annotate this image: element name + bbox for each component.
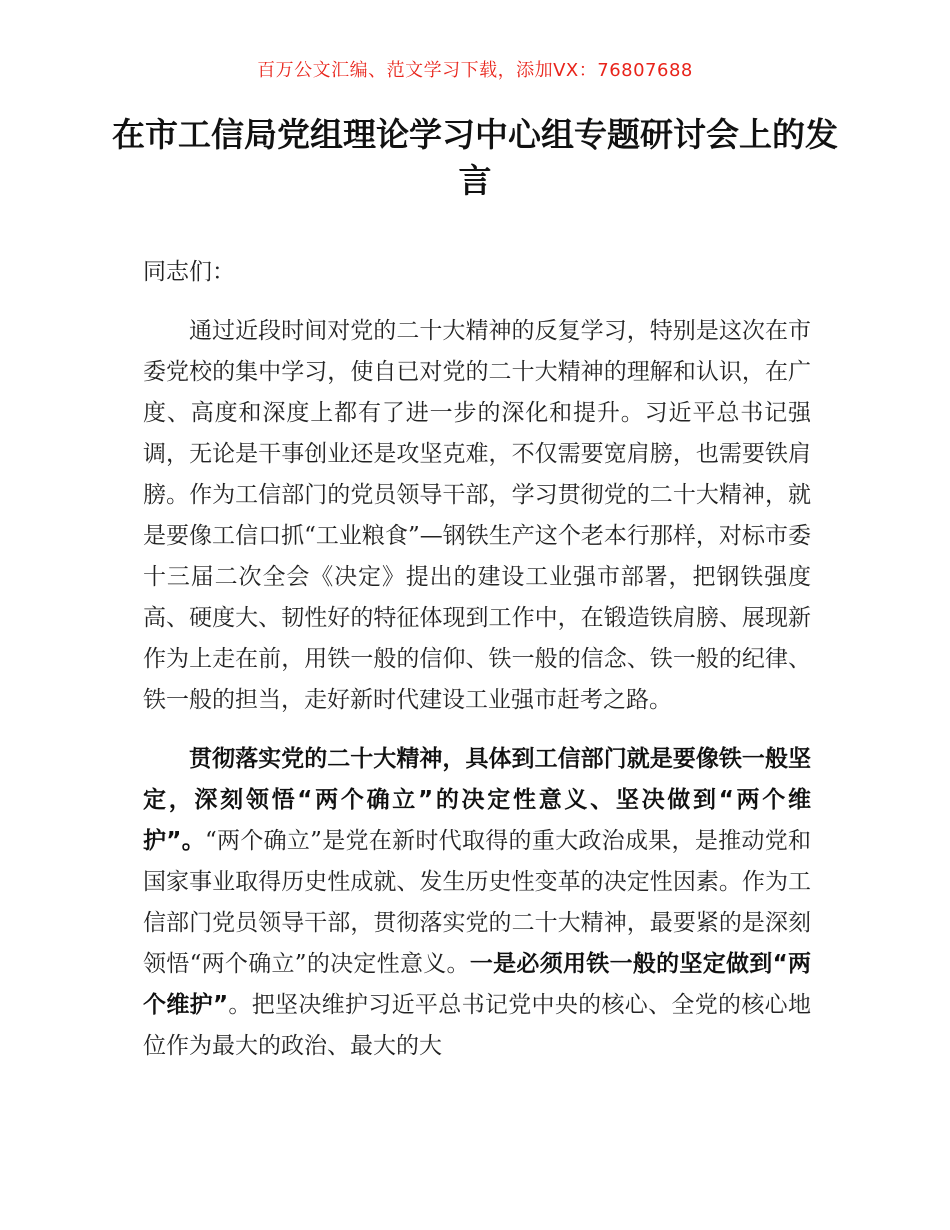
document-body — [143, 252, 811, 1085]
paragraph-2-lead: 贯彻落实党的二十大精神，具体到工信部门就是要像铁一般坚定，深刻领悟“两个确立”的决定性意义、坚决做到“两个维护”。 — [143, 746, 811, 854]
paragraph-2-text-continued: 。把坚决维护习近平总书记党中央的核心、全党的核心地位作为最大的政治、最大的大 — [143, 992, 812, 1059]
paragraph-2 — [143, 739, 811, 1067]
paragraph-2-text: “两个确立”是党在新时代取得的重大政治成果，是推动党和国家事业取得历史性成就、发生历史性变革的决定性因素。作为工信部门党员领导干部，贯彻落实党的二十大精神，最要紧的是深刻领悟“两个确立”的决定性意义。 — [143, 828, 811, 977]
page-title: 在市工信局党组理论学习中心组专题研讨会上的发言 — [112, 115, 838, 200]
paragraph-2-point-one: 一是必须用铁一般的坚定做到“两个维护” — [143, 951, 811, 1018]
watermark-banner: 百万公文汇编、范文学习下载，添加VX：76807688 — [257, 60, 693, 81]
salutation: 同志们： — [143, 259, 235, 285]
paragraph-1: 通过近段时间对党的二十大精神的反复学习，特别是这次在市委党校的集中学习，使自已对党的二十大精神的理解和认识，在广度、高度和深度上都有了进一步的深化和提升。习近平总书记强调，无论是干事创业还是攻坚克难，不仅需要宽肩膀，也需要铁肩膀。作为工信部门的党员领导干部，学习贯彻党的二十大精神，就是要像工信口抓“工业粮食”—钢铁生产这个老本行那样，对标市委十三届二次全会《决定》提出的建设工业强市部署，把钢铁强度高、硬度大、韧性好的特征体现到工作中，在锻造铁肩膀、展现新作为上走在前，用铁一般的信仰、铁一般的信念、铁一般的纪律、铁一般的担当，走好新时代建设工业强市赶考之路。 — [143, 318, 811, 713]
